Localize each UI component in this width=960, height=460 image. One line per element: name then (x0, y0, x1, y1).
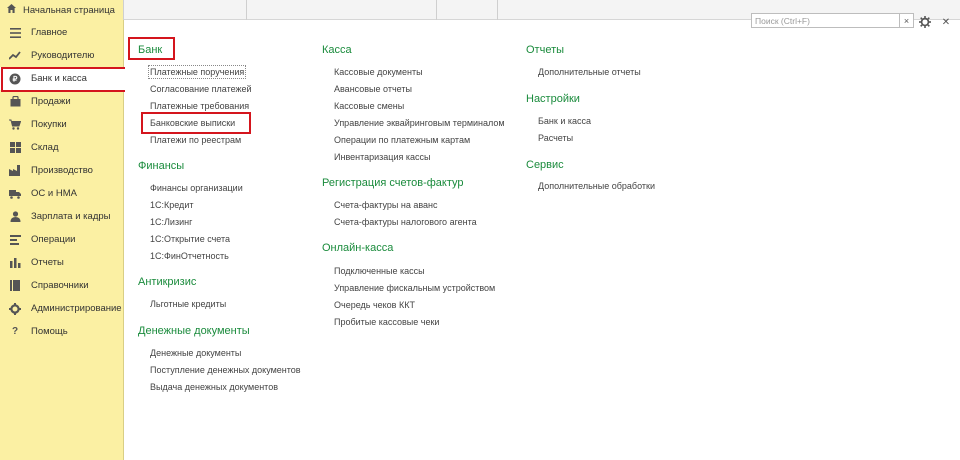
section-title-service: Сервис (526, 159, 564, 171)
sidebar-item-production[interactable] (0, 159, 124, 182)
link-cash-shifts[interactable]: Кассовые смены (334, 101, 405, 111)
link-additional-processing[interactable]: Дополнительные обработки (538, 181, 655, 191)
link-bank-statements[interactable]: Банковские выписки (150, 118, 236, 128)
link-payment-approval[interactable]: Согласование платежей (150, 84, 252, 94)
tab-divider (497, 0, 498, 20)
sidebar-item-manager[interactable] (0, 44, 124, 67)
coin-icon (9, 73, 21, 85)
link-payment-orders[interactable]: Платежные поручения (150, 67, 245, 77)
trend-icon (9, 50, 21, 62)
sidebar-item-purchases[interactable] (0, 113, 124, 136)
sidebar-item-warehouse[interactable] (0, 136, 124, 159)
link-1c-account-opening[interactable]: 1С:Открытие счета (150, 234, 231, 244)
question-icon: ? (11, 326, 19, 337)
link-fiscal-device[interactable]: Управление фискальным устройством (334, 283, 496, 293)
sidebar-item-label: Отчеты (31, 257, 64, 268)
sidebar-item-label: Банк и касса (31, 73, 87, 84)
link-1c-finreport[interactable]: 1С:ФинОтчетность (150, 251, 229, 261)
svg-text:₽: ₽ (12, 74, 18, 84)
sidebar-item-fixed-assets[interactable] (0, 182, 124, 205)
link-cash-documents-receipt[interactable]: Поступление денежных документов (150, 365, 301, 375)
link-cash-documents[interactable]: Денежные документы (150, 348, 242, 358)
tab-divider (246, 0, 247, 20)
gear-icon (9, 303, 21, 315)
close-button[interactable]: ✕ (941, 16, 951, 28)
sidebar-item-administration[interactable] (0, 297, 124, 320)
section-title-settings: Настройки (526, 93, 580, 105)
sidebar-item-directories[interactable] (0, 274, 124, 297)
link-advance-invoices[interactable]: Счета-фактуры на аванс (334, 200, 438, 210)
book-icon (9, 280, 21, 292)
link-card-operations[interactable]: Операции по платежным картам (334, 135, 471, 145)
sidebar-item-main[interactable] (0, 21, 124, 44)
sidebar-item-label: Продажи (31, 96, 71, 107)
factory-icon (9, 165, 21, 177)
link-cash-inventory[interactable]: Инвентаризация кассы (334, 152, 431, 162)
link-1c-credit[interactable]: 1С:Кредит (150, 200, 194, 210)
sidebar-item-label: Склад (31, 142, 59, 153)
section-title-finance: Финансы (138, 160, 185, 172)
sidebar-item-label: Производство (31, 165, 93, 176)
link-cashdesk-documents[interactable]: Кассовые документы (334, 67, 423, 77)
section-panel (125, 15, 960, 460)
link-connected-cash[interactable]: Подключенные кассы (334, 266, 425, 276)
link-acquiring-terminal[interactable]: Управление эквайринговым терминалом (334, 118, 505, 128)
sidebar (0, 20, 124, 460)
link-settings-settlements[interactable]: Расчеты (538, 133, 574, 143)
sidebar-item-salary[interactable] (0, 205, 124, 228)
link-additional-reports[interactable]: Дополнительные отчеты (538, 67, 641, 77)
section-title-cashdesk: Касса (322, 44, 352, 56)
sidebar-item-label: Помощь (31, 326, 68, 337)
bag-icon (9, 96, 21, 108)
clear-search-button[interactable]: × (899, 14, 913, 27)
warehouse-icon (9, 142, 21, 154)
sidebar-item-label: Главное (31, 27, 68, 38)
search-box (751, 13, 914, 28)
section-title-anticrisis: Антикризис (138, 276, 197, 288)
home-icon (6, 3, 17, 17)
section-title-online-cash: Онлайн-касса (322, 242, 394, 254)
sidebar-item-bank-cash[interactable] (0, 67, 124, 90)
sidebar-item-sales[interactable] (0, 90, 124, 113)
link-settings-bank-cash[interactable]: Банк и касса (538, 116, 591, 126)
sidebar-item-label: ОС и НМА (31, 188, 77, 199)
truck-icon (9, 188, 21, 200)
gear-icon (919, 16, 931, 28)
link-org-finance[interactable]: Финансы организации (150, 183, 243, 193)
operations-icon (9, 234, 21, 246)
section-title-cash-documents: Денежные документы (138, 325, 250, 337)
link-printed-receipts[interactable]: Пробитые кассовые чеки (334, 317, 440, 327)
bar-chart-icon (9, 257, 21, 269)
tab-home-label: Начальная страница (23, 4, 115, 16)
menu-lines-icon (9, 27, 21, 39)
sidebar-item-label: Руководителю (31, 50, 95, 61)
link-cash-documents-issue[interactable]: Выдача денежных документов (150, 382, 278, 392)
section-title-reports: Отчеты (526, 44, 565, 56)
tab-divider (436, 0, 437, 20)
sidebar-item-reports[interactable] (0, 251, 124, 274)
cart-icon (9, 119, 21, 131)
section-title-invoice-registration: Регистрация счетов-фактур (322, 177, 464, 189)
link-payment-requests[interactable]: Платежные требования (150, 101, 250, 111)
link-preferential-loans[interactable]: Льготные кредиты (150, 299, 227, 309)
sidebar-item-label: Администрирование (31, 303, 122, 314)
sidebar-item-label: Операции (31, 234, 76, 245)
link-tax-agent-invoices[interactable]: Счета-фактуры налогового агента (334, 217, 477, 227)
sidebar-item-operations[interactable] (0, 228, 124, 251)
sidebar-item-label: Покупки (31, 119, 67, 130)
person-icon (9, 211, 21, 223)
link-1c-leasing[interactable]: 1С:Лизинг (150, 217, 193, 227)
sidebar-item-label: Зарплата и кадры (31, 211, 111, 222)
sidebar-item-label: Справочники (31, 280, 89, 291)
search-input[interactable] (752, 14, 898, 27)
tab-home[interactable] (0, 0, 124, 20)
section-title-bank: Банк (138, 44, 163, 56)
sidebar-item-help[interactable] (0, 320, 124, 343)
settings-button[interactable] (919, 16, 931, 28)
link-advance-reports[interactable]: Авансовые отчеты (334, 84, 412, 94)
link-receipt-queue[interactable]: Очередь чеков ККТ (334, 300, 415, 310)
link-registry-payments[interactable]: Платежи по реестрам (150, 135, 242, 145)
